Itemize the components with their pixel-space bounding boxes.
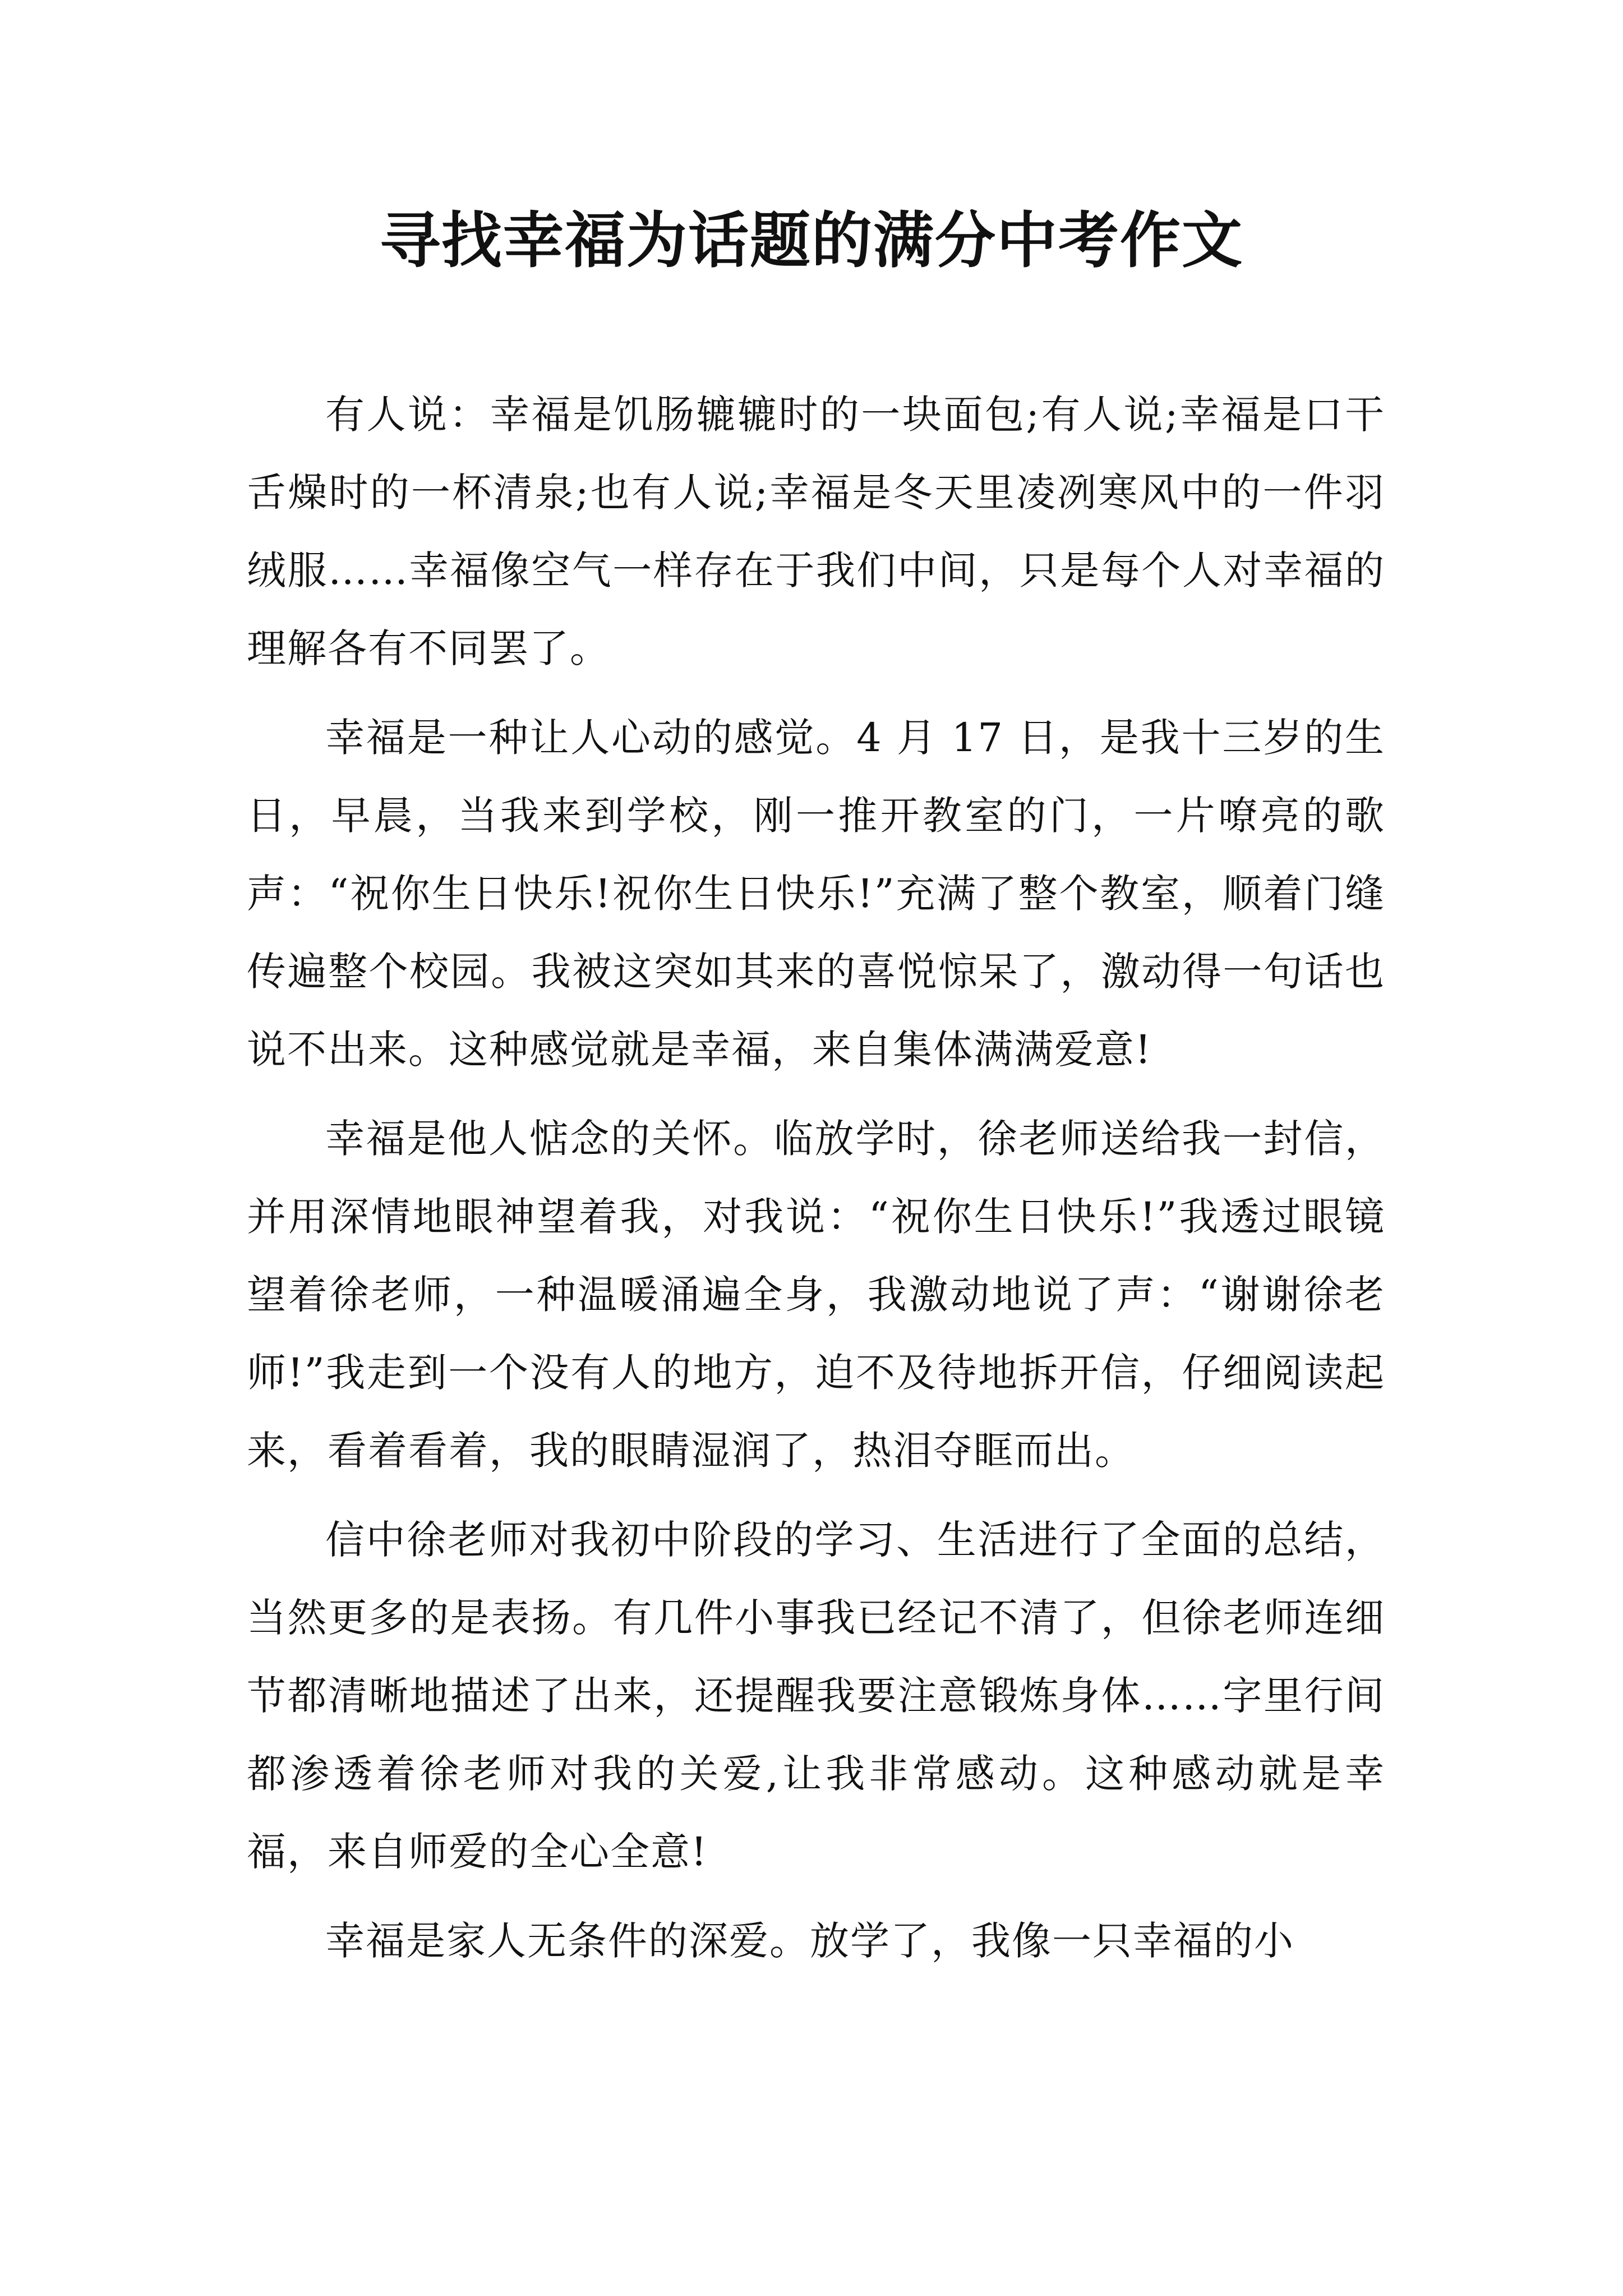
paragraph: 幸福是他人惦念的关怀。临放学时，徐老师送给我一封信，并用深情地眼神望着我，对我说：“祝你生日快乐!”我透过眼镜望着徐老师，一种温暖涌遍全身，我激动地说了声：“谢谢徐老师!”我走到一个没有人的地方，迫不及待地拆开信，仔细阅读起来，看着看着，我的眼睛湿润了，热泪夺眶而出。 [247,1116,1385,1474]
paragraph: 幸福是一种让人心动的感觉。4 月 17 日，是我十三岁的生日，早晨，当我来到学校，刚一推开教室的门，一片嘹亮的歌声：“祝你生日快乐!祝你生日快乐!”充满了整个教室，顺着门缝传遍整个校园。我被这突如其来的喜悦惊呆了，激动得一句话也说不出来。这种感觉就是幸福，来自集体满满爱意! [247,715,1385,1073]
paragraph: 有人说：幸福是饥肠辘辘时的一块面包;有人说;幸福是口干舌燥时的一杯清泉;也有人说;幸福是冬天里凌冽寒风中的一件羽绒服……幸福像空气一样存在于我们中间，只是每个人对幸福的理解各有不同罢了。 [247,392,1385,671]
document-body [247,376,1385,1991]
document-title: 寻找幸福为话题的满分中考作文 [379,206,1243,276]
paragraph: 信中徐老师对我初中阶段的学习、生活进行了全面的总结，当然更多的是表扬。有几件小事我已经记不清了，但徐老师连细节都清晰地描述了出来，还提醒我要注意锻炼身体……字里行间都渗透着徐老师对我的关爱,让我非常感动。这种感动就是幸福，来自师爱的全心全意! [247,1517,1385,1875]
paragraph: 幸福是家人无条件的深爱。放学了，我像一只幸福的小 [325,1918,1294,1964]
